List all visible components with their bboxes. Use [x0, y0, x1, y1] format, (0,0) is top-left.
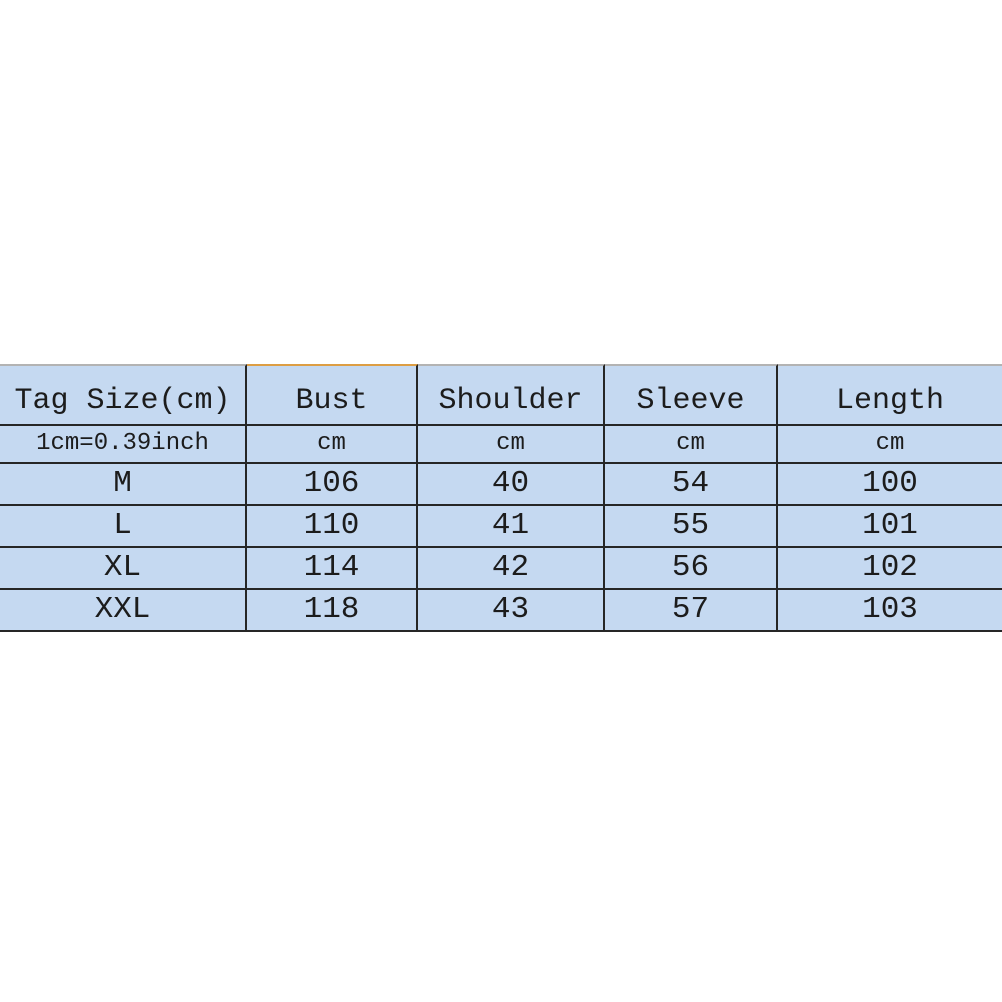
- value-cell-xxl-sleeve: 57: [605, 590, 778, 632]
- value-cell-m-length: 100: [778, 464, 1002, 506]
- header-cell-shoulder: Shoulder: [418, 364, 605, 426]
- unit-cell-bust: cm: [247, 426, 418, 464]
- unit-conversion-note: 1cm=0.39inch: [0, 426, 247, 464]
- value-cell-l-bust: 110: [247, 506, 418, 548]
- value-cell-l-sleeve: 55: [605, 506, 778, 548]
- size-cell-xxl: XXL: [0, 590, 247, 632]
- value-cell-xl-shoulder: 42: [418, 548, 605, 590]
- size-chart-table: [0, 364, 1002, 632]
- size-cell-l: L: [0, 506, 247, 548]
- unit-cell-length: cm: [778, 426, 1002, 464]
- size-cell-m: M: [0, 464, 247, 506]
- value-cell-m-shoulder: 40: [418, 464, 605, 506]
- unit-cell-sleeve: cm: [605, 426, 778, 464]
- header-cell-length: Length: [778, 364, 1002, 426]
- header-cell-tag-size: Tag Size(cm): [0, 364, 247, 426]
- value-cell-xxl-shoulder: 43: [418, 590, 605, 632]
- header-cell-bust: Bust: [247, 364, 418, 426]
- value-cell-m-sleeve: 54: [605, 464, 778, 506]
- value-cell-m-bust: 106: [247, 464, 418, 506]
- value-cell-xl-bust: 114: [247, 548, 418, 590]
- value-cell-l-shoulder: 41: [418, 506, 605, 548]
- size-cell-xl: XL: [0, 548, 247, 590]
- value-cell-xl-sleeve: 56: [605, 548, 778, 590]
- value-cell-xxl-length: 103: [778, 590, 1002, 632]
- value-cell-xl-length: 102: [778, 548, 1002, 590]
- value-cell-l-length: 101: [778, 506, 1002, 548]
- unit-cell-shoulder: cm: [418, 426, 605, 464]
- header-cell-sleeve: Sleeve: [605, 364, 778, 426]
- value-cell-xxl-bust: 118: [247, 590, 418, 632]
